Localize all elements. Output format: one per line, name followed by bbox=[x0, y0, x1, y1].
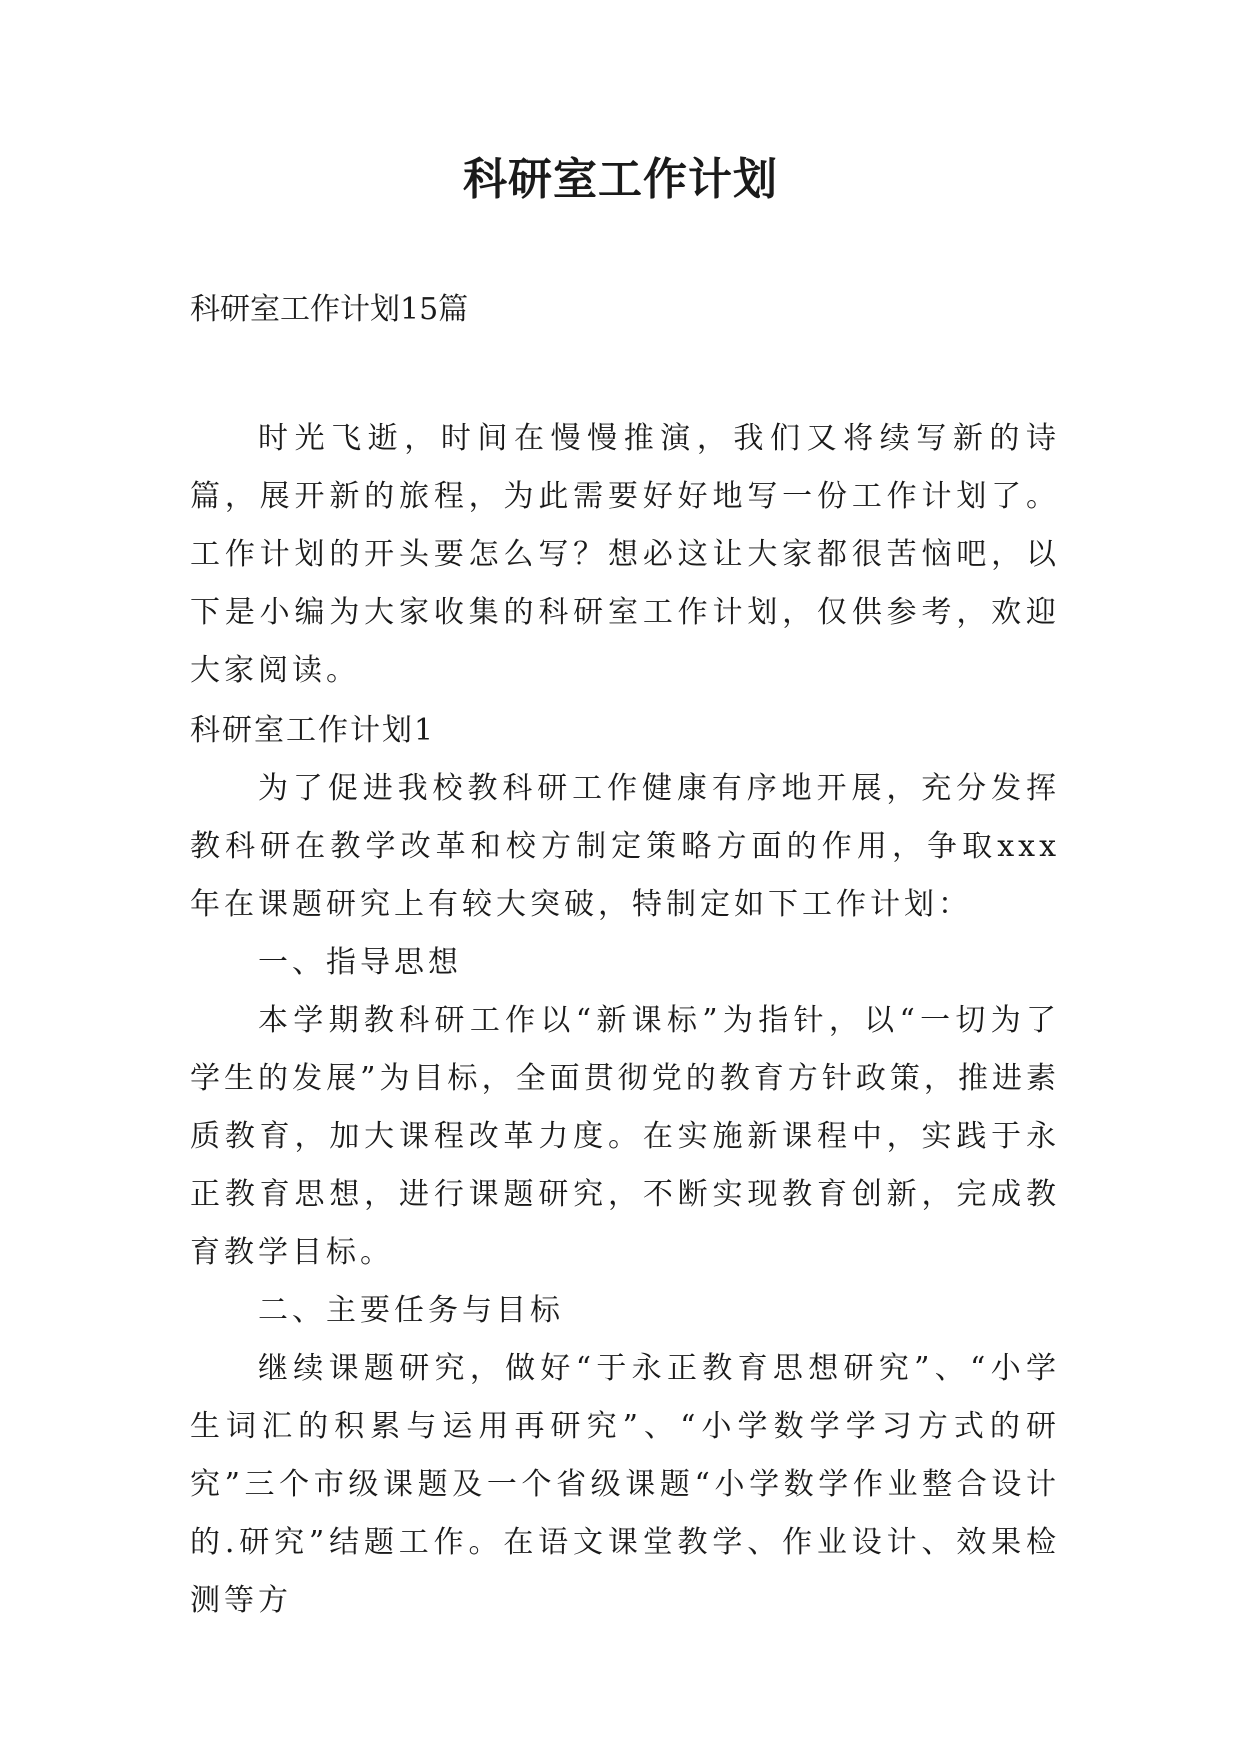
paragraph-guiding-ideology: 本学期教科研工作以“新课标”为指针，以“一切为了学生的发展”为目标，全面贯彻党的教育方针政策，推进素质教育，加大课程改革力度。在实施新课程中，实践于永正教育思想，进行课题研究，不断实现教育创新，完成教育教学目标。 bbox=[190, 1003, 1060, 1270]
intro-paragraph: 时光飞逝，时间在慢慢推演，我们又将续写新的诗篇，展开新的旅程，为此需要好好地写一份工作计划了。工作计划的开头要怎么写？想必这让大家都很苦恼吧，以下是小编为大家收集的科研室工作计划，仅供参考，欢迎大家阅读。 bbox=[190, 421, 1060, 688]
paragraph-main-tasks: 继续课题研究，做好“于永正教育思想研究”、“小学生词汇的积累与运用再研究”、“小学数学学习方式的研究”三个市级课题及一个省级课题“小学数学作业整合设计的.研究”结题工作。在语文课堂教学、作业设计、效果检测等方 bbox=[190, 1351, 1060, 1618]
paragraph-purpose: 为了促进我校教科研工作健康有序地开展，充分发挥教科研在教学改革和校方制定策略方面的作用，争取xxx年在课题研究上有较大突破，特制定如下工作计划： bbox=[190, 771, 1060, 922]
section-heading: 科研室工作计划1 bbox=[190, 713, 436, 748]
heading-main-tasks: 二、主要任务与目标 bbox=[258, 1293, 564, 1328]
heading-guiding-ideology: 一、指导思想 bbox=[258, 945, 462, 980]
document-title: 科研室工作计划 bbox=[463, 154, 778, 205]
section-body bbox=[190, 760, 1060, 1630]
document-subtitle: 科研室工作计划15篇 bbox=[190, 292, 469, 327]
